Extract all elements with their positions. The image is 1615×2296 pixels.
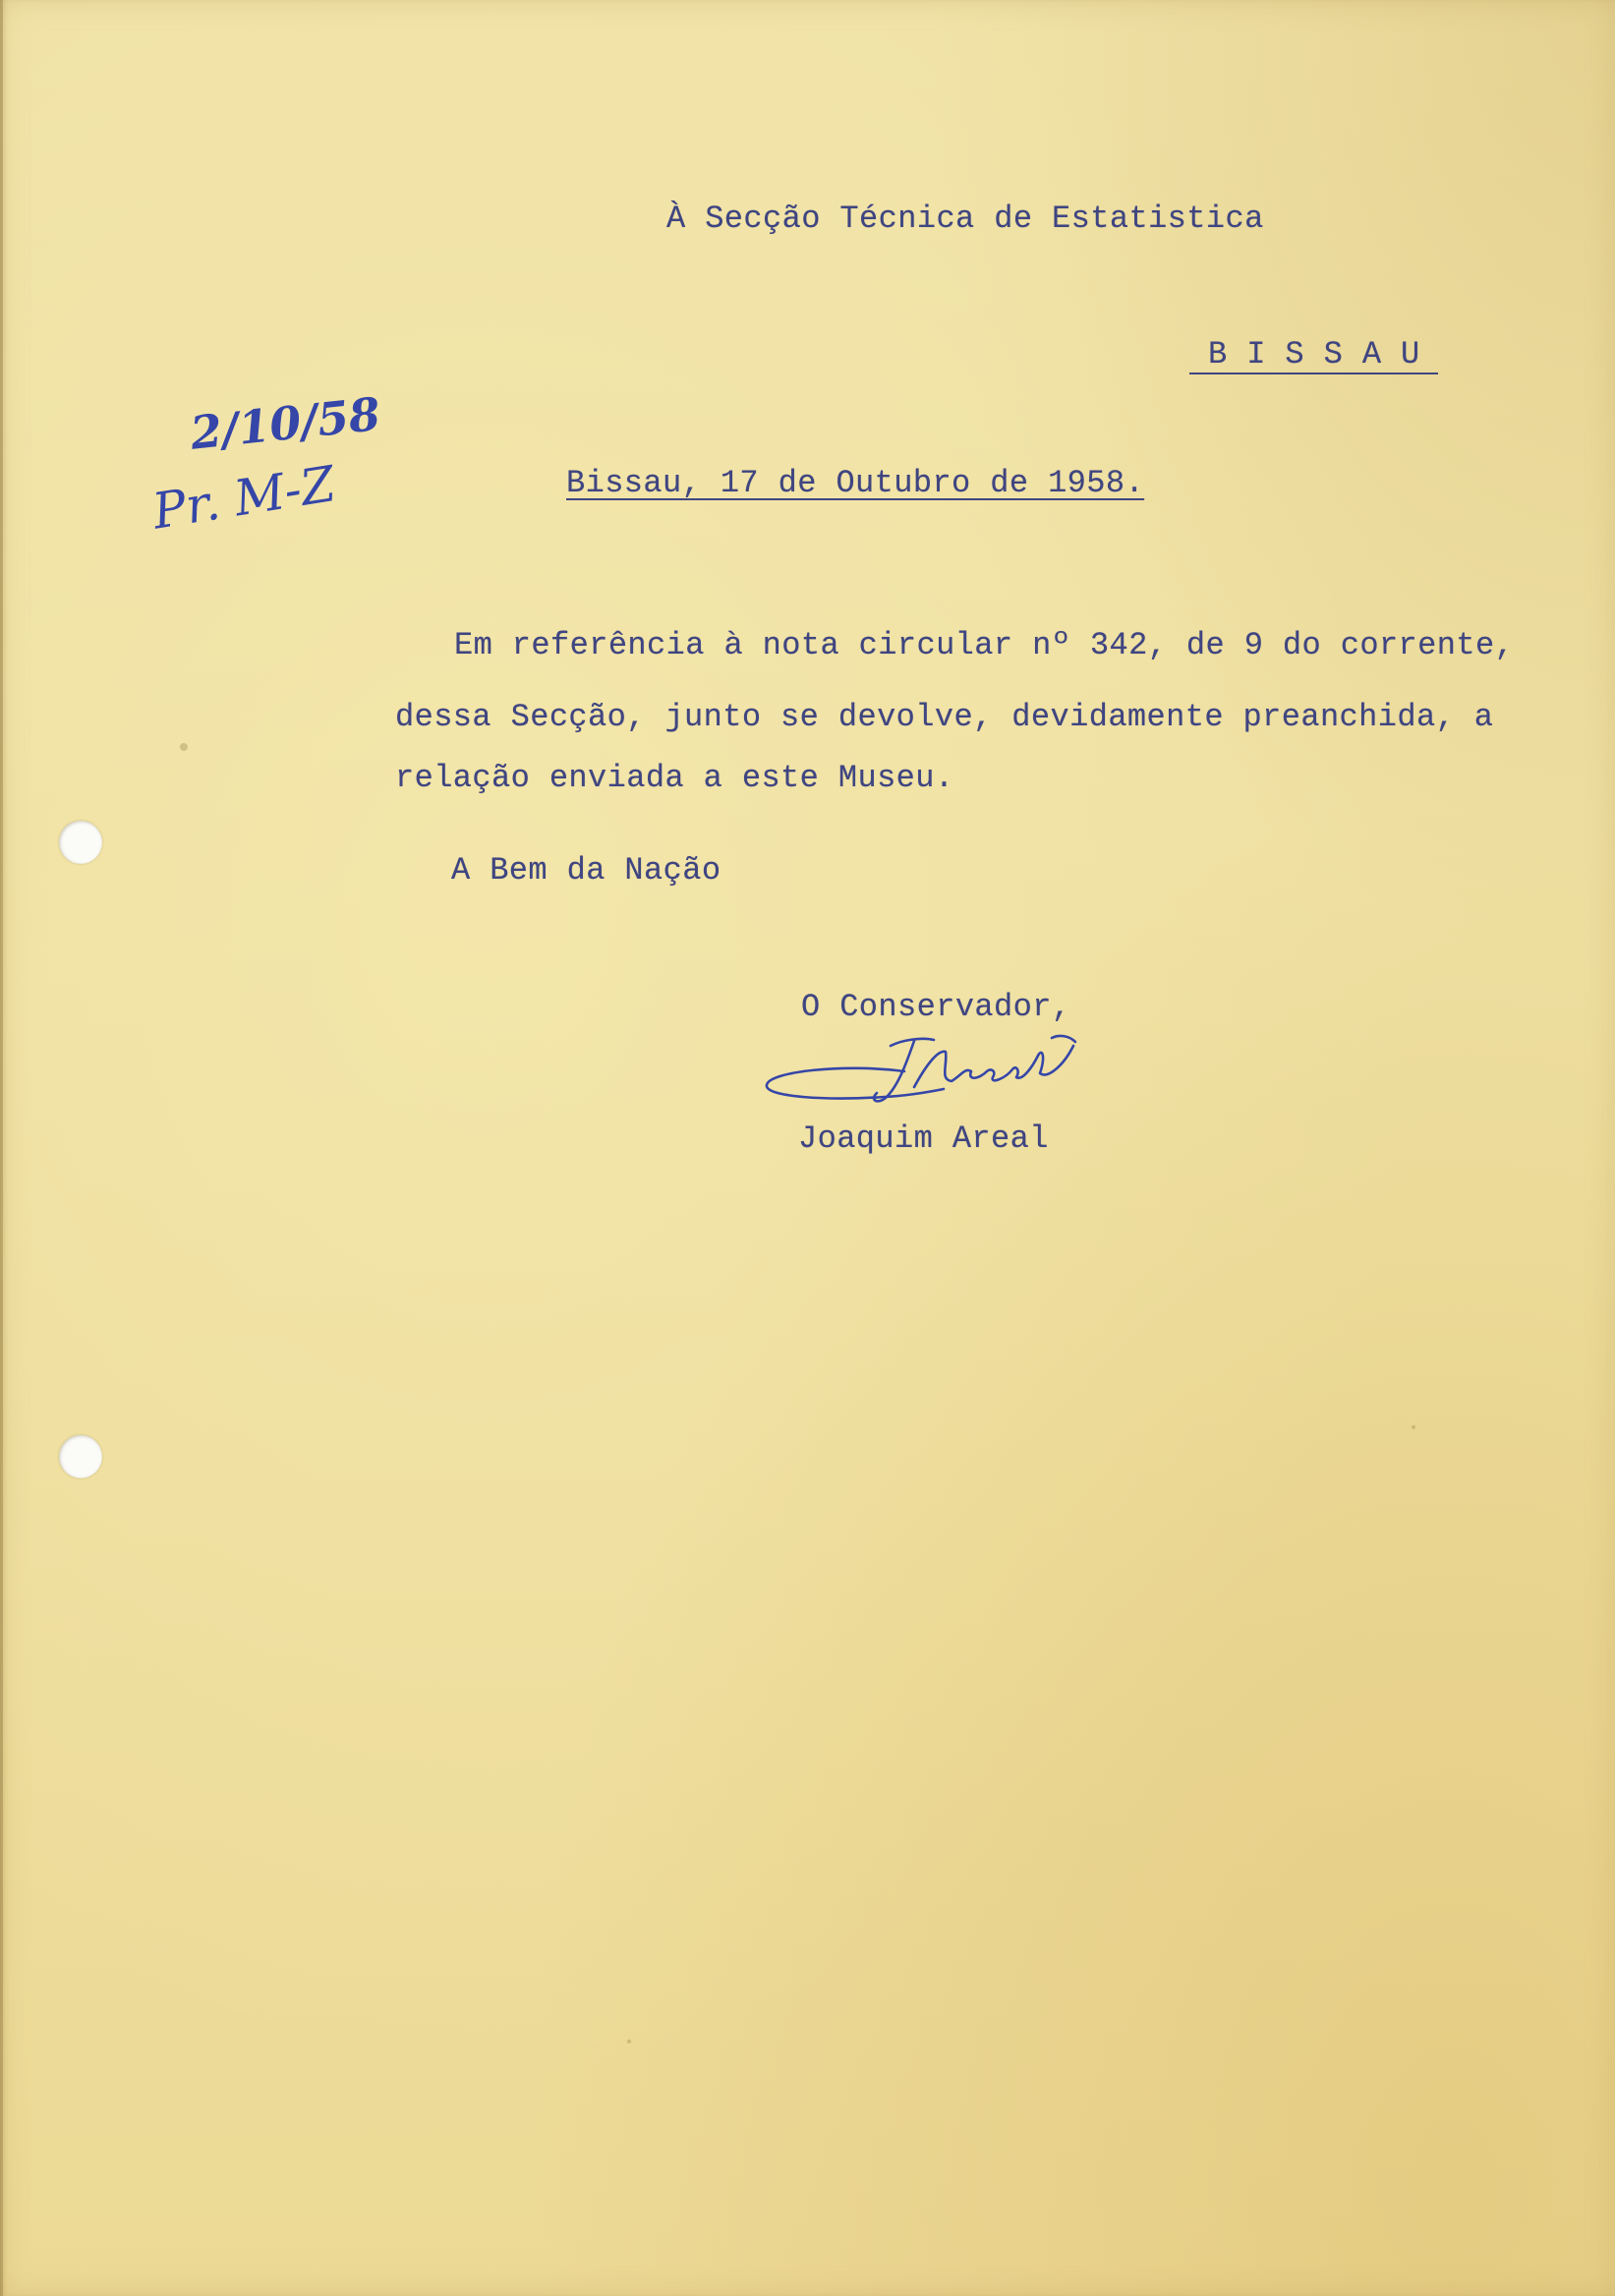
punch-hole xyxy=(59,821,102,864)
paper-speck xyxy=(627,2039,631,2043)
punch-hole xyxy=(59,1435,102,1478)
recipient-city: B I S S A U xyxy=(1189,337,1438,374)
paper-speck xyxy=(1412,1425,1415,1429)
body-line: dessa Secção, junto se devolve, devidamente preanchida, a xyxy=(395,699,1494,735)
handwritten-reference-number: 2/10/58 xyxy=(188,386,383,460)
date-line: Bissau, 17 de Outubro de 1958. xyxy=(566,465,1145,501)
handwritten-file-code: Pr. M-Z xyxy=(148,455,339,541)
body-line: relação enviada a este Museu. xyxy=(395,760,954,796)
body-line: Em referência à nota circular nº 342, de 9 do corrente, xyxy=(454,627,1515,663)
page-edge xyxy=(0,0,3,2296)
closing-salutation: A Bem da Nação xyxy=(451,852,721,889)
paper-speck xyxy=(180,743,188,751)
signatory-title: O Conservador, xyxy=(801,989,1071,1025)
handwritten-signature xyxy=(757,1028,1091,1119)
recipient-line: À Secção Técnica de Estatistica xyxy=(666,201,1264,237)
signatory-name: Joaquim Areal xyxy=(798,1120,1049,1157)
